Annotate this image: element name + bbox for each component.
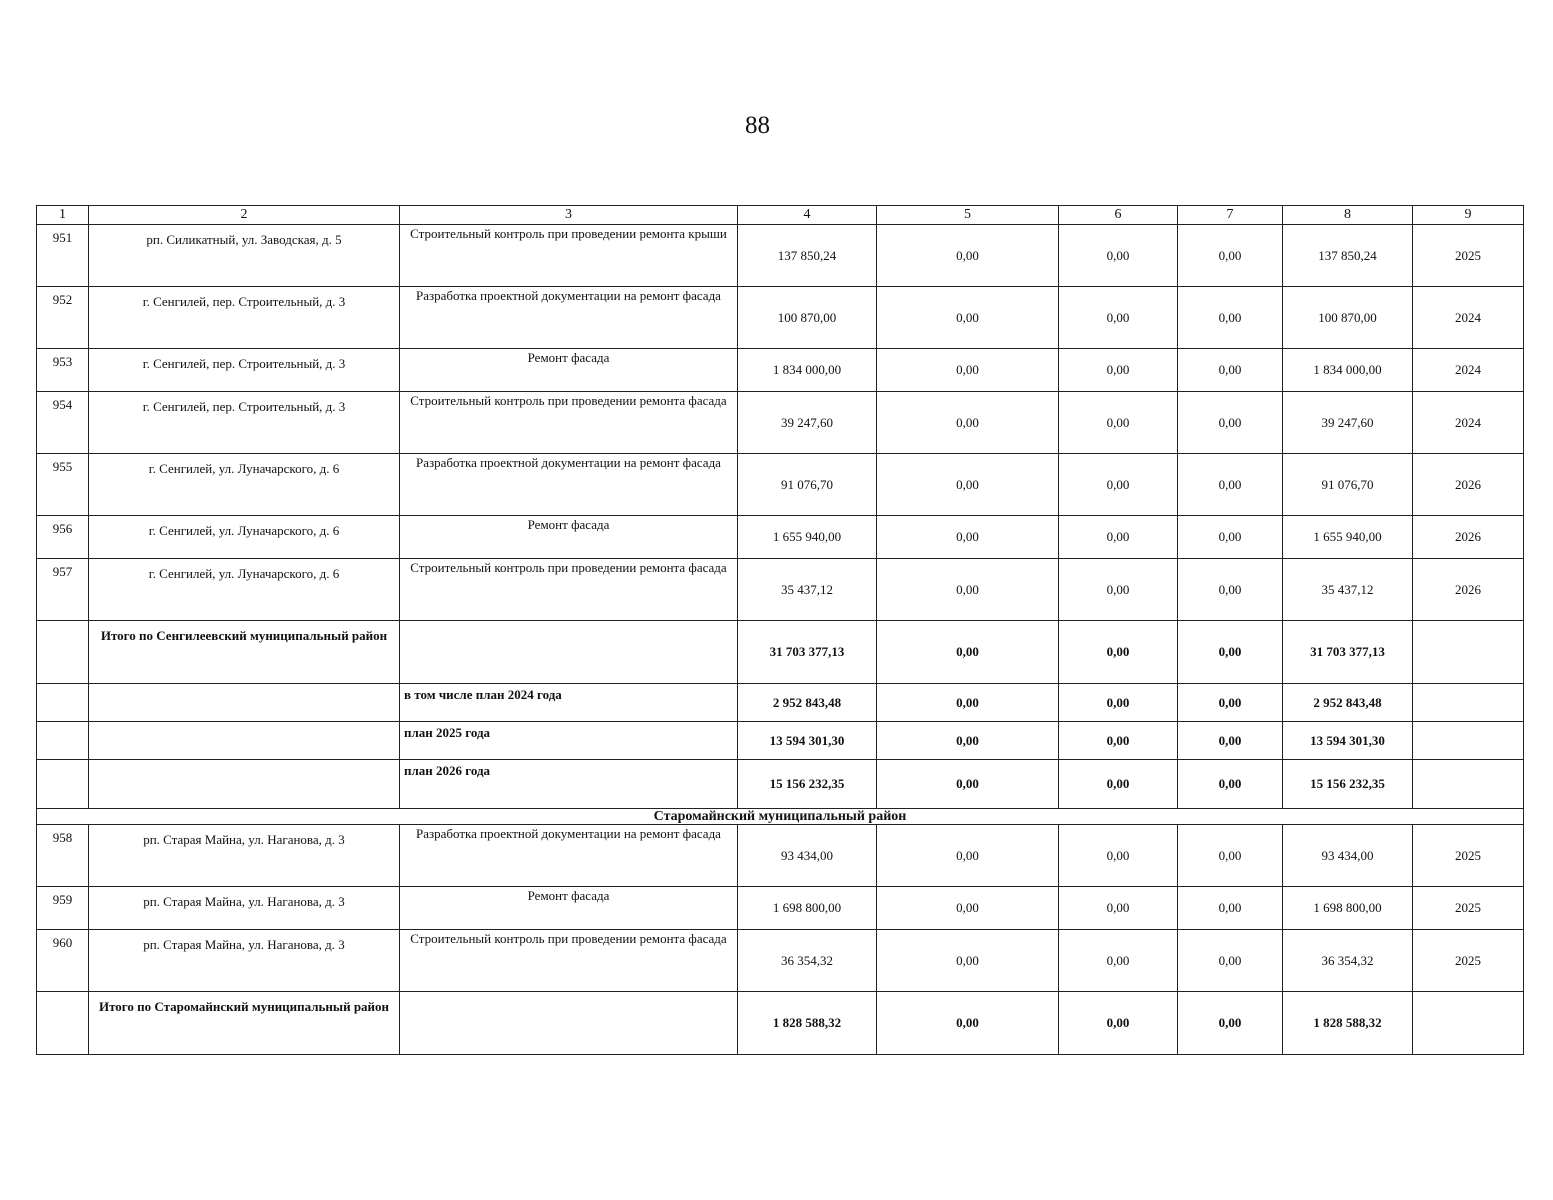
plan-value-cell-c8: 2 952 843,48 (1283, 684, 1413, 722)
total-value-cell-c8: 1 828 588,32 (1283, 992, 1413, 1055)
empty-cell (400, 621, 738, 684)
work-type-cell: Разработка проектной документации на ремонт фасада (400, 287, 738, 349)
value-cell-c9: 2024 (1413, 349, 1524, 392)
empty-cell (1413, 760, 1524, 809)
work-type-cell: Ремонт фасада (400, 516, 738, 559)
value-cell-c5: 0,00 (877, 930, 1059, 992)
work-type-cell: Разработка проектной документации на ремонт фасада (400, 825, 738, 887)
value-cell-c8: 39 247,60 (1283, 392, 1413, 454)
column-number-cell: 7 (1178, 206, 1283, 225)
row-number-cell: 951 (37, 225, 89, 287)
value-cell-c6: 0,00 (1059, 930, 1178, 992)
value-cell-c5: 0,00 (877, 825, 1059, 887)
value-cell-c8: 100 870,00 (1283, 287, 1413, 349)
value-cell-c8: 1 698 800,00 (1283, 887, 1413, 930)
row-number-cell: 958 (37, 825, 89, 887)
address-cell: рп. Старая Майна, ул. Наганова, д. 3 (89, 887, 400, 930)
work-type-cell: Ремонт фасада (400, 349, 738, 392)
column-number-cell: 9 (1413, 206, 1524, 225)
plan-value-cell-c4: 13 594 301,30 (738, 722, 877, 760)
value-cell-c4: 1 655 940,00 (738, 516, 877, 559)
value-cell-c8: 91 076,70 (1283, 454, 1413, 516)
section-header-row (37, 809, 1524, 825)
empty-cell (1413, 621, 1524, 684)
total-value-cell-c8: 31 703 377,13 (1283, 621, 1413, 684)
empty-cell (89, 760, 400, 809)
row-number-cell: 957 (37, 559, 89, 621)
address-cell: г. Сенгилей, ул. Луначарского, д. 6 (89, 516, 400, 559)
column-number-cell: 8 (1283, 206, 1413, 225)
row-number-cell: 954 (37, 392, 89, 454)
value-cell-c4: 137 850,24 (738, 225, 877, 287)
plan-value-cell-c6: 0,00 (1059, 760, 1178, 809)
value-cell-c7: 0,00 (1178, 887, 1283, 930)
program-table (36, 205, 1524, 1055)
address-cell: рп. Силикатный, ул. Заводская, д. 5 (89, 225, 400, 287)
total-value-cell-c5: 0,00 (877, 992, 1059, 1055)
address-cell: рп. Старая Майна, ул. Наганова, д. 3 (89, 930, 400, 992)
value-cell-c5: 0,00 (877, 287, 1059, 349)
value-cell-c5: 0,00 (877, 225, 1059, 287)
address-cell: г. Сенгилей, пер. Строительный, д. 3 (89, 349, 400, 392)
empty-cell (37, 760, 89, 809)
value-cell-c4: 100 870,00 (738, 287, 877, 349)
value-cell-c4: 39 247,60 (738, 392, 877, 454)
plan-value-cell-c7: 0,00 (1178, 760, 1283, 809)
value-cell-c4: 1 698 800,00 (738, 887, 877, 930)
work-type-cell: Ремонт фасада (400, 887, 738, 930)
plan-label-cell: в том числе план 2024 года (400, 684, 738, 722)
value-cell-c7: 0,00 (1178, 454, 1283, 516)
plan-value-cell-c5: 0,00 (877, 684, 1059, 722)
column-number-cell: 1 (37, 206, 89, 225)
value-cell-c5: 0,00 (877, 392, 1059, 454)
empty-cell (37, 992, 89, 1055)
total-row (37, 992, 1524, 1055)
value-cell-c5: 0,00 (877, 349, 1059, 392)
plan-value-cell-c7: 0,00 (1178, 722, 1283, 760)
value-cell-c4: 91 076,70 (738, 454, 877, 516)
plan-row (37, 684, 1524, 722)
value-cell-c4: 93 434,00 (738, 825, 877, 887)
row-number-cell: 955 (37, 454, 89, 516)
empty-cell (37, 684, 89, 722)
empty-cell (37, 621, 89, 684)
column-number-cell: 4 (738, 206, 877, 225)
row-number-cell: 956 (37, 516, 89, 559)
plan-value-cell-c8: 13 594 301,30 (1283, 722, 1413, 760)
value-cell-c4: 35 437,12 (738, 559, 877, 621)
value-cell-c8: 93 434,00 (1283, 825, 1413, 887)
plan-value-cell-c6: 0,00 (1059, 684, 1178, 722)
value-cell-c9: 2026 (1413, 454, 1524, 516)
plan-value-cell-c4: 15 156 232,35 (738, 760, 877, 809)
empty-cell (1413, 992, 1524, 1055)
total-label-cell: Итого по Старомайнский муниципальный район (89, 992, 400, 1055)
plan-row (37, 760, 1524, 809)
address-cell: рп. Старая Майна, ул. Наганова, д. 3 (89, 825, 400, 887)
value-cell-c7: 0,00 (1178, 930, 1283, 992)
value-cell-c6: 0,00 (1059, 287, 1178, 349)
plan-label-cell: план 2025 года (400, 722, 738, 760)
value-cell-c6: 0,00 (1059, 225, 1178, 287)
total-value-cell-c5: 0,00 (877, 621, 1059, 684)
empty-cell (400, 992, 738, 1055)
table-row (37, 287, 1524, 349)
plan-value-cell-c8: 15 156 232,35 (1283, 760, 1413, 809)
value-cell-c6: 0,00 (1059, 825, 1178, 887)
table-row (37, 516, 1524, 559)
empty-cell (37, 722, 89, 760)
value-cell-c7: 0,00 (1178, 225, 1283, 287)
column-number-row (37, 206, 1524, 225)
row-number-cell: 959 (37, 887, 89, 930)
empty-cell (1413, 684, 1524, 722)
total-value-cell-c4: 1 828 588,32 (738, 992, 877, 1055)
total-value-cell-c6: 0,00 (1059, 992, 1178, 1055)
value-cell-c7: 0,00 (1178, 559, 1283, 621)
value-cell-c9: 2025 (1413, 887, 1524, 930)
value-cell-c7: 0,00 (1178, 825, 1283, 887)
plan-value-cell-c5: 0,00 (877, 722, 1059, 760)
value-cell-c8: 1 834 000,00 (1283, 349, 1413, 392)
value-cell-c9: 2025 (1413, 225, 1524, 287)
work-type-cell: Строительный контроль при проведении ремонта фасада (400, 559, 738, 621)
work-type-cell: Строительный контроль при проведении ремонта фасада (400, 392, 738, 454)
value-cell-c8: 35 437,12 (1283, 559, 1413, 621)
table-row (37, 225, 1524, 287)
plan-value-cell-c7: 0,00 (1178, 684, 1283, 722)
value-cell-c9: 2024 (1413, 287, 1524, 349)
value-cell-c9: 2026 (1413, 559, 1524, 621)
value-cell-c5: 0,00 (877, 559, 1059, 621)
table-row (37, 392, 1524, 454)
plan-label-cell: план 2026 года (400, 760, 738, 809)
address-cell: г. Сенгилей, ул. Луначарского, д. 6 (89, 454, 400, 516)
table-row (37, 930, 1524, 992)
total-value-cell-c4: 31 703 377,13 (738, 621, 877, 684)
row-number-cell: 953 (37, 349, 89, 392)
value-cell-c9: 2025 (1413, 825, 1524, 887)
value-cell-c5: 0,00 (877, 516, 1059, 559)
row-number-cell: 960 (37, 930, 89, 992)
value-cell-c6: 0,00 (1059, 887, 1178, 930)
value-cell-c5: 0,00 (877, 454, 1059, 516)
value-cell-c6: 0,00 (1059, 559, 1178, 621)
column-number-cell: 3 (400, 206, 738, 225)
value-cell-c6: 0,00 (1059, 516, 1178, 559)
table-row (37, 559, 1524, 621)
column-number-cell: 2 (89, 206, 400, 225)
value-cell-c8: 137 850,24 (1283, 225, 1413, 287)
table-row (37, 887, 1524, 930)
value-cell-c7: 0,00 (1178, 392, 1283, 454)
address-cell: г. Сенгилей, пер. Строительный, д. 3 (89, 392, 400, 454)
value-cell-c9: 2026 (1413, 516, 1524, 559)
empty-cell (89, 722, 400, 760)
value-cell-c7: 0,00 (1178, 287, 1283, 349)
empty-cell (1413, 722, 1524, 760)
total-value-cell-c7: 0,00 (1178, 992, 1283, 1055)
work-type-cell: Строительный контроль при проведении ремонта фасада (400, 930, 738, 992)
table-row (37, 825, 1524, 887)
value-cell-c6: 0,00 (1059, 454, 1178, 516)
page-number: 88 (745, 112, 770, 139)
total-label-cell: Итого по Сенгилеевский муниципальный район (89, 621, 400, 684)
value-cell-c5: 0,00 (877, 887, 1059, 930)
value-cell-c9: 2024 (1413, 392, 1524, 454)
work-type-cell: Разработка проектной документации на ремонт фасада (400, 454, 738, 516)
value-cell-c4: 36 354,32 (738, 930, 877, 992)
value-cell-c6: 0,00 (1059, 349, 1178, 392)
address-cell: г. Сенгилей, пер. Строительный, д. 3 (89, 287, 400, 349)
address-cell: г. Сенгилей, ул. Луначарского, д. 6 (89, 559, 400, 621)
work-type-cell: Строительный контроль при проведении ремонта крыши (400, 225, 738, 287)
plan-value-cell-c4: 2 952 843,48 (738, 684, 877, 722)
total-value-cell-c6: 0,00 (1059, 621, 1178, 684)
empty-cell (89, 684, 400, 722)
section-title: Старомайнский муниципальный район (37, 809, 1524, 825)
table-row (37, 349, 1524, 392)
column-number-cell: 6 (1059, 206, 1178, 225)
column-number-cell: 5 (877, 206, 1059, 225)
value-cell-c8: 36 354,32 (1283, 930, 1413, 992)
value-cell-c7: 0,00 (1178, 349, 1283, 392)
value-cell-c8: 1 655 940,00 (1283, 516, 1413, 559)
plan-value-cell-c5: 0,00 (877, 760, 1059, 809)
value-cell-c7: 0,00 (1178, 516, 1283, 559)
row-number-cell: 952 (37, 287, 89, 349)
total-row (37, 621, 1524, 684)
plan-value-cell-c6: 0,00 (1059, 722, 1178, 760)
total-value-cell-c7: 0,00 (1178, 621, 1283, 684)
table-row (37, 454, 1524, 516)
value-cell-c4: 1 834 000,00 (738, 349, 877, 392)
value-cell-c6: 0,00 (1059, 392, 1178, 454)
plan-row (37, 722, 1524, 760)
value-cell-c9: 2025 (1413, 930, 1524, 992)
table-body (37, 206, 1524, 1055)
